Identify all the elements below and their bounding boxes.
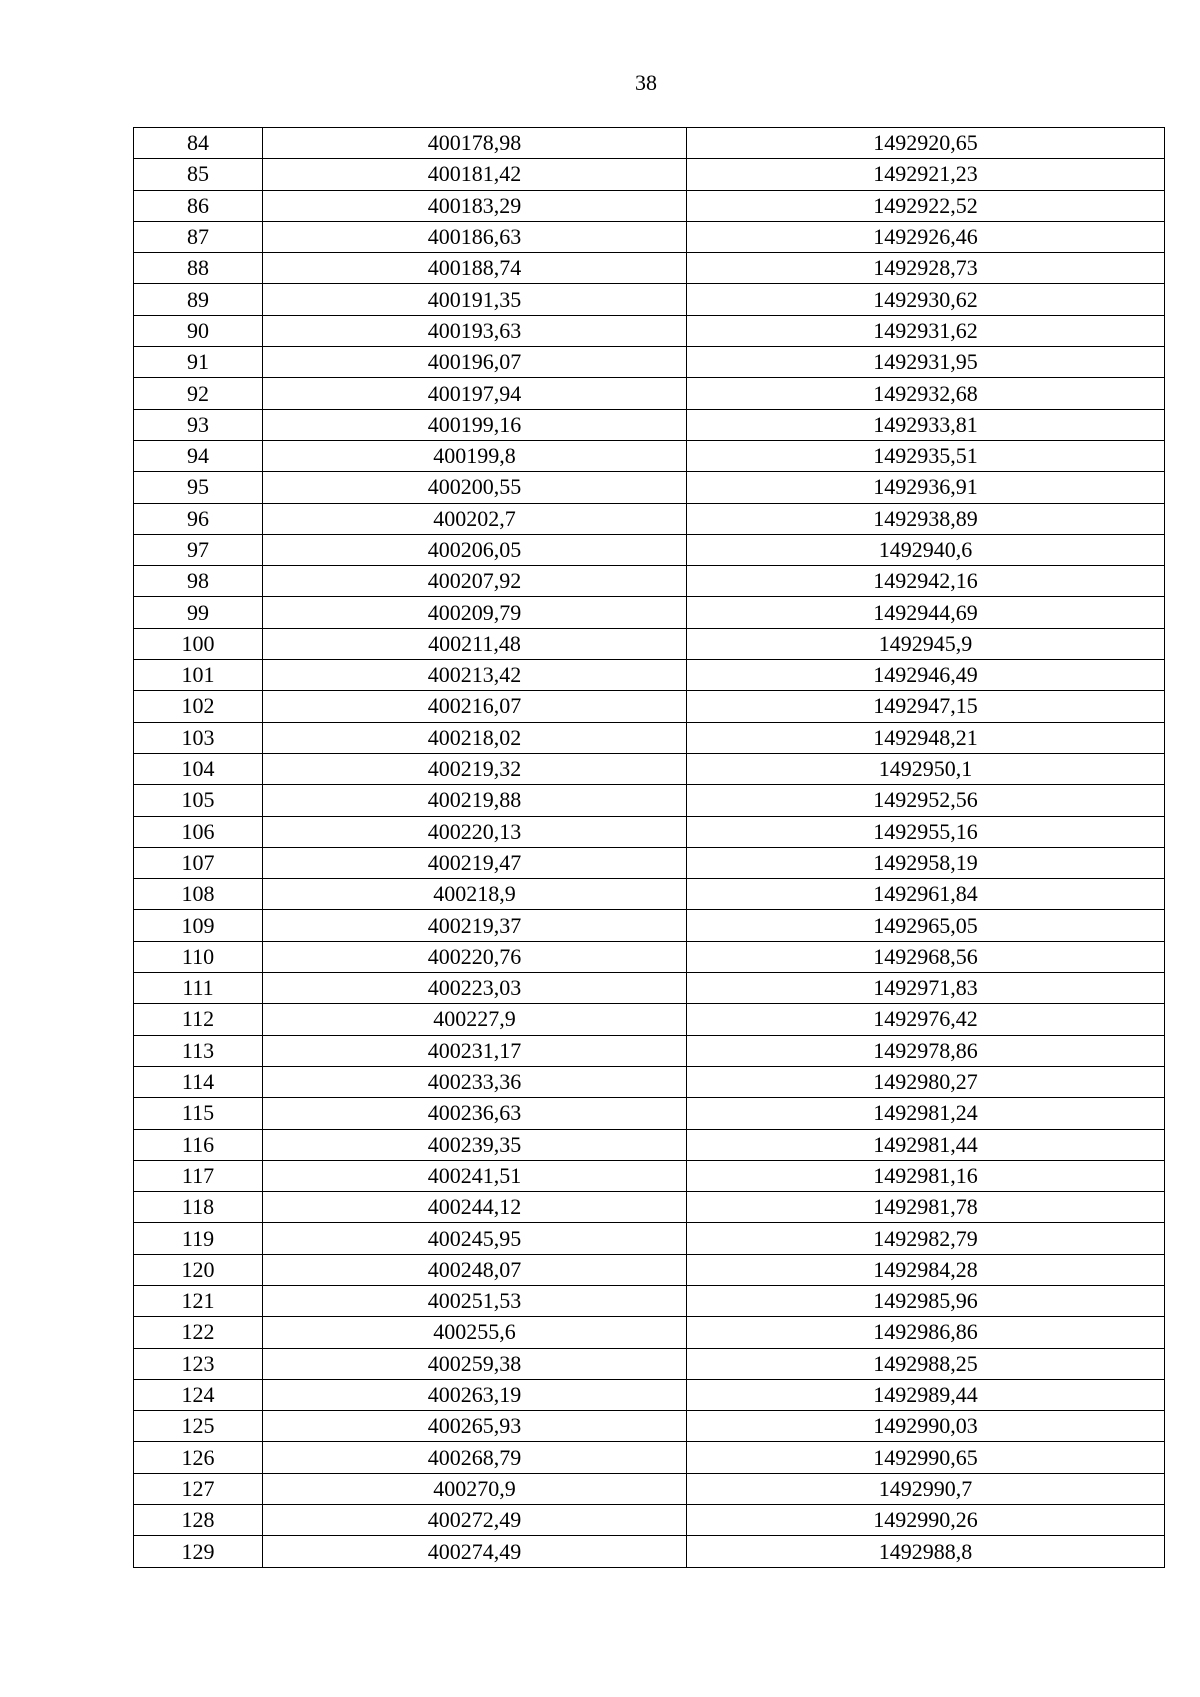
- y-coordinate-cell: 1492961,84: [687, 879, 1165, 910]
- y-coordinate-cell: 1492981,78: [687, 1192, 1165, 1223]
- point-number-cell: 109: [134, 910, 263, 941]
- y-coordinate-cell: 1492952,56: [687, 785, 1165, 816]
- x-coordinate-cell: 400220,13: [263, 816, 687, 847]
- point-number-cell: 90: [134, 315, 263, 346]
- y-coordinate-cell: 1492990,26: [687, 1505, 1165, 1536]
- x-coordinate-cell: 400227,9: [263, 1004, 687, 1035]
- table-row: [134, 1473, 1165, 1504]
- point-number-cell: 96: [134, 503, 263, 534]
- point-number-cell: 93: [134, 409, 263, 440]
- y-coordinate-cell: 1492948,21: [687, 722, 1165, 753]
- y-coordinate-cell: 1492985,96: [687, 1285, 1165, 1316]
- table-row: [134, 378, 1165, 409]
- table-row: [134, 722, 1165, 753]
- x-coordinate-cell: 400218,02: [263, 722, 687, 753]
- x-coordinate-cell: 400188,74: [263, 253, 687, 284]
- y-coordinate-cell: 1492926,46: [687, 221, 1165, 252]
- y-coordinate-cell: 1492971,83: [687, 973, 1165, 1004]
- x-coordinate-cell: 400186,63: [263, 221, 687, 252]
- y-coordinate-cell: 1492950,1: [687, 753, 1165, 784]
- x-coordinate-cell: 400220,76: [263, 941, 687, 972]
- x-coordinate-cell: 400259,38: [263, 1348, 687, 1379]
- x-coordinate-cell: 400268,79: [263, 1442, 687, 1473]
- x-coordinate-cell: 400272,49: [263, 1505, 687, 1536]
- y-coordinate-cell: 1492921,23: [687, 159, 1165, 190]
- table-row: [134, 1192, 1165, 1223]
- y-coordinate-cell: 1492932,68: [687, 378, 1165, 409]
- y-coordinate-cell: 1492981,16: [687, 1160, 1165, 1191]
- table-row: [134, 1066, 1165, 1097]
- y-coordinate-cell: 1492936,91: [687, 472, 1165, 503]
- point-number-cell: 107: [134, 847, 263, 878]
- point-number-cell: 85: [134, 159, 263, 190]
- x-coordinate-cell: 400213,42: [263, 660, 687, 691]
- point-number-cell: 122: [134, 1317, 263, 1348]
- point-number-cell: 120: [134, 1254, 263, 1285]
- x-coordinate-cell: 400244,12: [263, 1192, 687, 1223]
- x-coordinate-cell: 400231,17: [263, 1035, 687, 1066]
- y-coordinate-cell: 1492931,62: [687, 315, 1165, 346]
- point-number-cell: 91: [134, 347, 263, 378]
- point-number-cell: 126: [134, 1442, 263, 1473]
- x-coordinate-cell: 400219,47: [263, 847, 687, 878]
- table-row: [134, 1411, 1165, 1442]
- point-number-cell: 118: [134, 1192, 263, 1223]
- point-number-cell: 99: [134, 597, 263, 628]
- x-coordinate-cell: 400219,37: [263, 910, 687, 941]
- table-row: [134, 941, 1165, 972]
- table-row: [134, 347, 1165, 378]
- table-row: [134, 1254, 1165, 1285]
- y-coordinate-cell: 1492938,89: [687, 503, 1165, 534]
- y-coordinate-cell: 1492990,7: [687, 1473, 1165, 1504]
- x-coordinate-cell: 400178,98: [263, 128, 687, 159]
- table-row: [134, 221, 1165, 252]
- point-number-cell: 112: [134, 1004, 263, 1035]
- y-coordinate-cell: 1492976,42: [687, 1004, 1165, 1035]
- table-row: [134, 284, 1165, 315]
- x-coordinate-cell: 400236,63: [263, 1098, 687, 1129]
- y-coordinate-cell: 1492981,24: [687, 1098, 1165, 1129]
- x-coordinate-cell: 400199,8: [263, 440, 687, 471]
- y-coordinate-cell: 1492989,44: [687, 1379, 1165, 1410]
- table-row: [134, 1160, 1165, 1191]
- y-coordinate-cell: 1492944,69: [687, 597, 1165, 628]
- y-coordinate-cell: 1492958,19: [687, 847, 1165, 878]
- y-coordinate-cell: 1492933,81: [687, 409, 1165, 440]
- x-coordinate-cell: 400233,36: [263, 1066, 687, 1097]
- x-coordinate-cell: 400251,53: [263, 1285, 687, 1316]
- point-number-cell: 100: [134, 628, 263, 659]
- point-number-cell: 105: [134, 785, 263, 816]
- y-coordinate-cell: 1492922,52: [687, 190, 1165, 221]
- table-row: [134, 253, 1165, 284]
- point-number-cell: 123: [134, 1348, 263, 1379]
- table-row: [134, 785, 1165, 816]
- table-row: [134, 566, 1165, 597]
- point-number-cell: 129: [134, 1536, 263, 1567]
- point-number-cell: 113: [134, 1035, 263, 1066]
- table-row: [134, 190, 1165, 221]
- x-coordinate-cell: 400265,93: [263, 1411, 687, 1442]
- y-coordinate-cell: 1492988,8: [687, 1536, 1165, 1567]
- point-number-cell: 89: [134, 284, 263, 315]
- y-coordinate-cell: 1492946,49: [687, 660, 1165, 691]
- table-row: [134, 973, 1165, 1004]
- table-row: [134, 409, 1165, 440]
- table-row: [134, 691, 1165, 722]
- table-row: [134, 1505, 1165, 1536]
- table-row: [134, 1285, 1165, 1316]
- x-coordinate-cell: 400274,49: [263, 1536, 687, 1567]
- table-row: [134, 315, 1165, 346]
- y-coordinate-cell: 1492920,65: [687, 128, 1165, 159]
- point-number-cell: 108: [134, 879, 263, 910]
- point-number-cell: 127: [134, 1473, 263, 1504]
- table-row: [134, 1442, 1165, 1473]
- point-number-cell: 98: [134, 566, 263, 597]
- y-coordinate-cell: 1492940,6: [687, 534, 1165, 565]
- x-coordinate-cell: 400219,88: [263, 785, 687, 816]
- table-row: [134, 660, 1165, 691]
- x-coordinate-cell: 400263,19: [263, 1379, 687, 1410]
- y-coordinate-cell: 1492986,86: [687, 1317, 1165, 1348]
- x-coordinate-cell: 400181,42: [263, 159, 687, 190]
- table-row: [134, 1035, 1165, 1066]
- page-number: 38: [635, 70, 657, 95]
- y-coordinate-cell: 1492947,15: [687, 691, 1165, 722]
- point-number-cell: 103: [134, 722, 263, 753]
- table-row: [134, 1348, 1165, 1379]
- coordinates-table: [133, 127, 1165, 1568]
- table-row: [134, 1379, 1165, 1410]
- table-row: [134, 472, 1165, 503]
- point-number-cell: 125: [134, 1411, 263, 1442]
- point-number-cell: 104: [134, 753, 263, 784]
- point-number-cell: 102: [134, 691, 263, 722]
- y-coordinate-cell: 1492988,25: [687, 1348, 1165, 1379]
- point-number-cell: 116: [134, 1129, 263, 1160]
- table-row: [134, 503, 1165, 534]
- table-row: [134, 847, 1165, 878]
- x-coordinate-cell: 400245,95: [263, 1223, 687, 1254]
- x-coordinate-cell: 400248,07: [263, 1254, 687, 1285]
- point-number-cell: 128: [134, 1505, 263, 1536]
- table-row: [134, 1317, 1165, 1348]
- table-row: [134, 753, 1165, 784]
- point-number-cell: 97: [134, 534, 263, 565]
- table-row: [134, 879, 1165, 910]
- point-number-cell: 87: [134, 221, 263, 252]
- x-coordinate-cell: 400255,6: [263, 1317, 687, 1348]
- table-row: [134, 597, 1165, 628]
- table-row: [134, 440, 1165, 471]
- table-row: [134, 816, 1165, 847]
- x-coordinate-cell: 400199,16: [263, 409, 687, 440]
- table-row: [134, 128, 1165, 159]
- y-coordinate-cell: 1492978,86: [687, 1035, 1165, 1066]
- point-number-cell: 115: [134, 1098, 263, 1129]
- y-coordinate-cell: 1492990,65: [687, 1442, 1165, 1473]
- x-coordinate-cell: 400191,35: [263, 284, 687, 315]
- x-coordinate-cell: 400218,9: [263, 879, 687, 910]
- point-number-cell: 124: [134, 1379, 263, 1410]
- y-coordinate-cell: 1492984,28: [687, 1254, 1165, 1285]
- table-row: [134, 1129, 1165, 1160]
- table-row: [134, 1004, 1165, 1035]
- point-number-cell: 121: [134, 1285, 263, 1316]
- x-coordinate-cell: 400200,55: [263, 472, 687, 503]
- y-coordinate-cell: 1492990,03: [687, 1411, 1165, 1442]
- table-row: [134, 159, 1165, 190]
- y-coordinate-cell: 1492981,44: [687, 1129, 1165, 1160]
- x-coordinate-cell: 400211,48: [263, 628, 687, 659]
- x-coordinate-cell: 400197,94: [263, 378, 687, 409]
- table-row: [134, 1536, 1165, 1567]
- y-coordinate-cell: 1492980,27: [687, 1066, 1165, 1097]
- x-coordinate-cell: 400209,79: [263, 597, 687, 628]
- y-coordinate-cell: 1492965,05: [687, 910, 1165, 941]
- table-row: [134, 910, 1165, 941]
- y-coordinate-cell: 1492955,16: [687, 816, 1165, 847]
- y-coordinate-cell: 1492928,73: [687, 253, 1165, 284]
- x-coordinate-cell: 400219,32: [263, 753, 687, 784]
- x-coordinate-cell: 400206,05: [263, 534, 687, 565]
- x-coordinate-cell: 400183,29: [263, 190, 687, 221]
- x-coordinate-cell: 400196,07: [263, 347, 687, 378]
- x-coordinate-cell: 400223,03: [263, 973, 687, 1004]
- table-row: [134, 1223, 1165, 1254]
- coordinates-table-body: [134, 128, 1165, 1568]
- point-number-cell: 101: [134, 660, 263, 691]
- point-number-cell: 106: [134, 816, 263, 847]
- point-number-cell: 86: [134, 190, 263, 221]
- point-number-cell: 94: [134, 440, 263, 471]
- x-coordinate-cell: 400241,51: [263, 1160, 687, 1191]
- table-row: [134, 534, 1165, 565]
- table-row: [134, 628, 1165, 659]
- x-coordinate-cell: 400270,9: [263, 1473, 687, 1504]
- y-coordinate-cell: 1492931,95: [687, 347, 1165, 378]
- point-number-cell: 84: [134, 128, 263, 159]
- y-coordinate-cell: 1492982,79: [687, 1223, 1165, 1254]
- y-coordinate-cell: 1492930,62: [687, 284, 1165, 315]
- x-coordinate-cell: 400202,7: [263, 503, 687, 534]
- point-number-cell: 110: [134, 941, 263, 972]
- y-coordinate-cell: 1492942,16: [687, 566, 1165, 597]
- x-coordinate-cell: 400207,92: [263, 566, 687, 597]
- table-row: [134, 1098, 1165, 1129]
- y-coordinate-cell: 1492945,9: [687, 628, 1165, 659]
- point-number-cell: 92: [134, 378, 263, 409]
- point-number-cell: 88: [134, 253, 263, 284]
- point-number-cell: 119: [134, 1223, 263, 1254]
- y-coordinate-cell: 1492935,51: [687, 440, 1165, 471]
- x-coordinate-cell: 400239,35: [263, 1129, 687, 1160]
- x-coordinate-cell: 400193,63: [263, 315, 687, 346]
- y-coordinate-cell: 1492968,56: [687, 941, 1165, 972]
- point-number-cell: 117: [134, 1160, 263, 1191]
- point-number-cell: 114: [134, 1066, 263, 1097]
- point-number-cell: 111: [134, 973, 263, 1004]
- x-coordinate-cell: 400216,07: [263, 691, 687, 722]
- point-number-cell: 95: [134, 472, 263, 503]
